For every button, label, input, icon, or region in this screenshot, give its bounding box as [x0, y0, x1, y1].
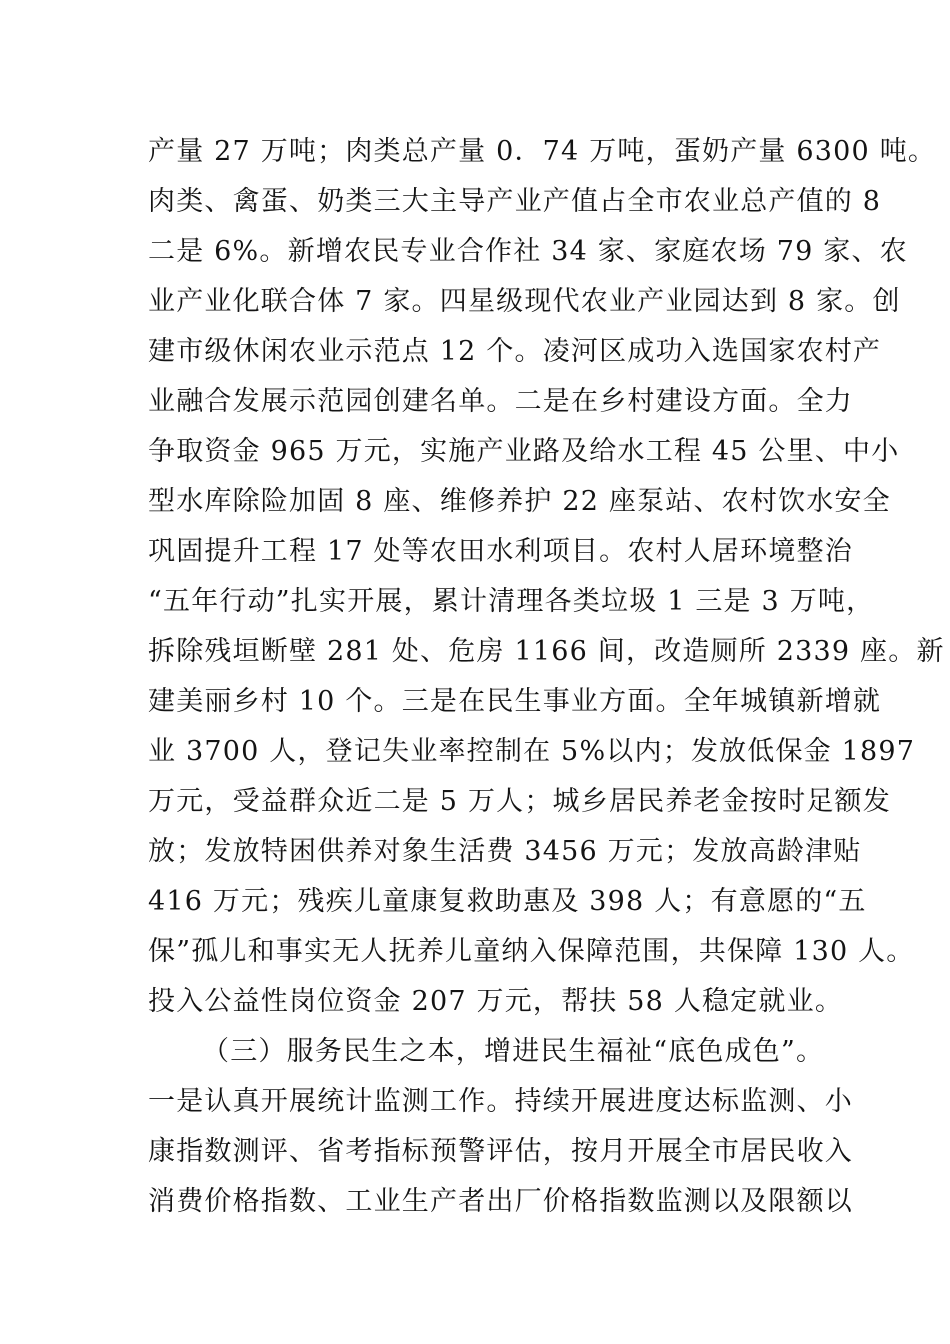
body-text-line: 产量 27 万吨；肉类总产量 0．74 万吨，蛋奶产量 6300 吨。 [148, 136, 937, 167]
body-text-line: “五年行动”扎实开展，累计清理各类垃圾 1 三是 3 万吨， [148, 586, 875, 617]
body-text-line: 业产业化联合体 7 家。四星级现代农业产业园达到 8 家。创 [148, 286, 901, 317]
body-text-line: 保”孤儿和事实无人抚养儿童纳入保障范围，共保障 130 人。 [148, 936, 915, 967]
body-text-line: 肉类、禽蛋、奶类三大主导产业产值占全市农业总产值的 8 [148, 186, 882, 217]
body-text-line: 建美丽乡村 10 个。三是在民生事业方面。全年城镇新增就 [148, 686, 882, 717]
body-text-line: 业 3700 人，登记失业率控制在 5%以内；发放低保金 1897 [148, 736, 916, 767]
body-text-line: 争取资金 965 万元，实施产业路及给水工程 45 公里、中小 [148, 436, 900, 467]
body-text-line: 一是认真开展统计监测工作。持续开展进度达标监测、小 [148, 1086, 853, 1117]
body-text-line: 康指数测评、省考指标预警评估，按月开展全市居民收入 [148, 1136, 853, 1167]
body-text-line: 投入公益性岗位资金 207 万元，帮扶 58 人稳定就业。 [148, 986, 844, 1017]
body-text-line: 业融合发展示范园创建名单。二是在乡村建设方面。全力 [148, 386, 853, 417]
body-text-line: 型水库除险加固 8 座、维修养护 22 座泵站、农村饮水安全 [148, 486, 891, 517]
body-text-line: 二是 6%。新增农民专业合作社 34 家、家庭农场 79 家、农 [148, 236, 908, 267]
body-text-line: 万元，受益群众近二是 5 万人；城乡居民养老金按时足额发 [148, 786, 891, 817]
section-heading: （三）服务民生之本，增进民生福祉“底色成色”。 [202, 1036, 825, 1067]
body-text-line: 拆除残垣断壁 281 处、危房 1166 间，改造厕所 2339 座。新 [148, 636, 945, 667]
body-text-line: 巩固提升工程 17 处等农田水利项目。农村人居环境整治 [148, 536, 853, 567]
body-text-line: 放；发放特困供养对象生活费 3456 万元；发放高龄津贴 [148, 836, 862, 867]
body-text-line: 416 万元；残疾儿童康复救助惠及 398 人；有意愿的“五 [148, 886, 867, 917]
body-text-line: 消费价格指数、工业生产者出厂价格指数监测以及限额以 [148, 1186, 853, 1217]
body-text-line: 建市级休闲农业示范点 12 个。凌河区成功入选国家农村产 [148, 336, 882, 367]
